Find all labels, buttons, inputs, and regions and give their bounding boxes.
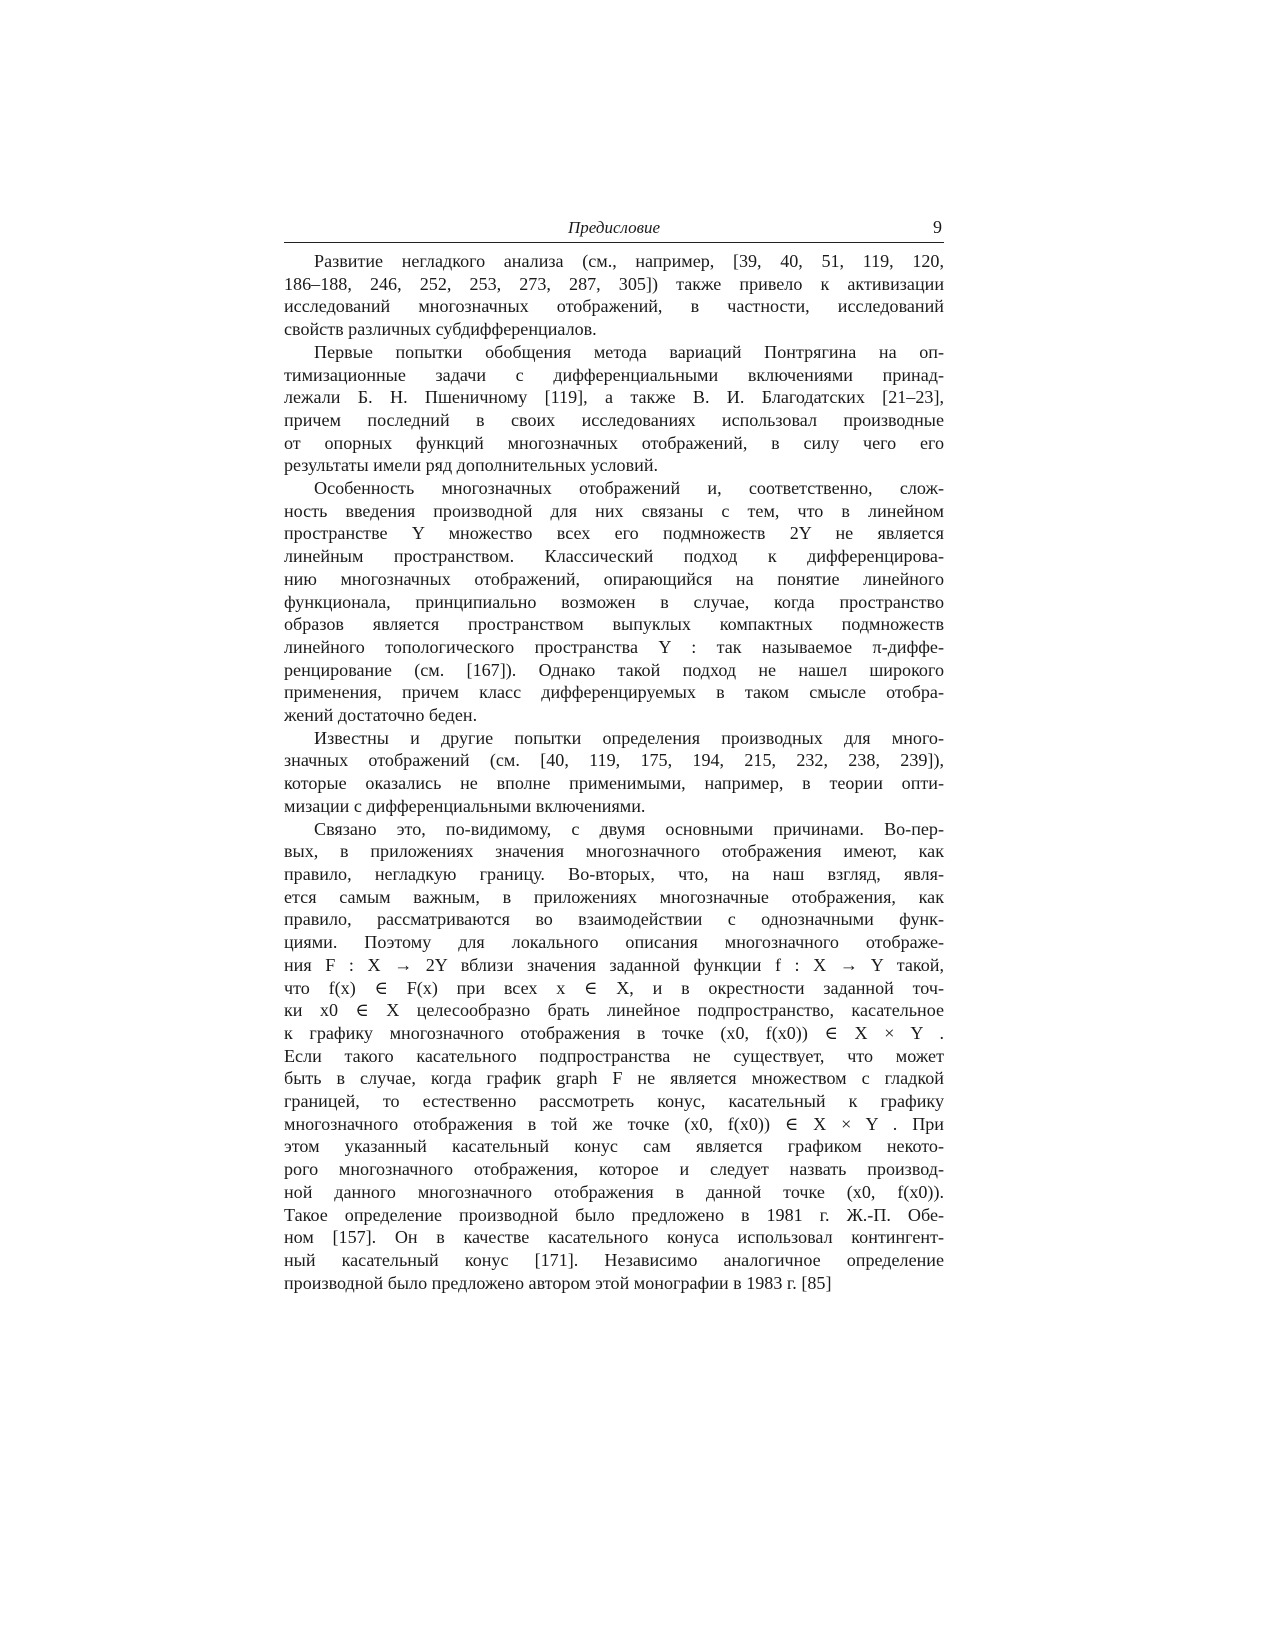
text-line: ренцирование (см. [167]). Однако такой подход не нашел широкого xyxy=(284,659,944,680)
running-title: Предисловие xyxy=(567,218,661,237)
text-line: к графику многозначного отображения в точке (x0, f(x0)) ∈ X × Y . xyxy=(284,1022,944,1043)
text-line: Если такого касательного подпространства не существует, что может xyxy=(284,1045,944,1066)
text-line: Первые попытки обобщения метода вариаций Понтрягина на оп- xyxy=(314,341,944,362)
running-head xyxy=(284,216,944,243)
text-line: Развитие негладкого анализа (см., например, [39, 40, 51, 119, 120, xyxy=(314,251,944,271)
text-line: границей, то естественно рассмотреть конус, касательный к графику xyxy=(284,1091,944,1112)
text-line: быть в случае, когда график graph F не является множеством с гладкой xyxy=(284,1068,944,1089)
text-line: исследований многозначных отображений, в частности, исследований xyxy=(284,296,944,317)
page-number: 9 xyxy=(933,217,942,237)
paragraph xyxy=(284,818,944,1295)
text-line: нию многозначных отображений, опирающийся на понятие линейного xyxy=(284,568,944,589)
text-line: правило, негладкую границу. Во-вторых, что, на наш взгляд, явля- xyxy=(284,863,944,884)
text-line: тимизационные задачи с дифференциальными включениями принад- xyxy=(284,364,944,385)
text-line: Связано это, по-видимому, с двумя основными причинами. Во-пер- xyxy=(314,818,944,839)
book-page xyxy=(284,216,944,1294)
text-line: ном [157]. Он в качестве касательного конуса использовал контингент- xyxy=(284,1227,944,1248)
text-line: правило, рассматриваются во взаимодействии с однозначными функ- xyxy=(284,909,944,930)
text-line: жений достаточно беден. xyxy=(284,705,478,726)
text-line: значных отображений (см. [40, 119, 175, 194, 215, 232, 238, 239]), xyxy=(284,750,944,771)
text-line: линейного топологического пространства Y : так называемое π-диффе- xyxy=(284,636,944,657)
text-line: что f(x) ∈ F(x) при всех x ∈ X, и в окрестности заданной точ- xyxy=(284,977,944,998)
text-line: ется самым важным, в приложениях многозначные отображения, как xyxy=(284,886,944,907)
text-line: функционала, принципиально возможен в случае, когда пространство xyxy=(284,591,944,612)
text-line: этом указанный касательный конус сам является графиком некото- xyxy=(284,1136,944,1157)
text-line: Особенность многозначных отображений и, соответственно, слож- xyxy=(314,478,944,499)
paragraph xyxy=(284,727,944,818)
text-line: Такое определение производной было предложено в 1981 г. Ж.-П. Обе- xyxy=(284,1204,944,1225)
text-line: свойств различных субдифференциалов. xyxy=(284,319,597,340)
text-line: линейным пространством. Классический подход к дифференцирова- xyxy=(284,546,944,567)
text-line: 186–188, 246, 252, 253, 273, 287, 305]) также привело к активизации xyxy=(284,273,944,294)
text-line: ния F : X → 2Y вблизи значения заданной функции f : X → Y такой, xyxy=(284,954,944,975)
text-line: мизации с дифференциальными включениями. xyxy=(284,795,646,816)
paragraph xyxy=(284,341,944,477)
text-line: результаты имели ряд дополнительных условий. xyxy=(284,455,659,476)
text-line: пространстве Y множество всех его подмножеств 2Y не является xyxy=(284,523,944,544)
text-line: применения, причем класс дифференцируемых в таком смысле отобра- xyxy=(284,682,944,703)
paragraph xyxy=(284,477,944,727)
text-line: причем последний в своих исследованиях использовал производные xyxy=(284,409,944,430)
text-line: рого многозначного отображения, которое и следует назвать производ- xyxy=(284,1159,944,1180)
text-line: которые оказались не вполне применимыми, например, в теории опти- xyxy=(284,773,944,794)
text-line: лежали Б. Н. Пшеничному [119], а также В. И. Благодатских [21–23], xyxy=(284,387,944,408)
body-text xyxy=(284,250,944,1294)
paragraph xyxy=(284,250,944,341)
text-line: ной данного многозначного отображения в данной точке (x0, f(x0)). xyxy=(284,1181,944,1202)
text-line: от опорных функций многозначных отображений, в силу чего его xyxy=(284,432,944,453)
text-line: ность введения производной для них связаны с тем, что в линейном xyxy=(284,500,944,521)
text-line: ный касательный конус [171]. Независимо аналогичное определение xyxy=(284,1249,944,1270)
text-line: многозначного отображения в той же точке (x0, f(x0)) ∈ X × Y . При xyxy=(284,1113,944,1134)
text-line: Известны и другие попытки определения производных для много- xyxy=(314,727,944,748)
text-line: производной было предложено автором этой монографии в 1983 г. [85] xyxy=(284,1272,832,1293)
text-line: образов является пространством выпуклых компактных подмножеств xyxy=(284,614,944,635)
text-line: ки x0 ∈ X целесообразно брать линейное подпространство, касательное xyxy=(284,1000,944,1021)
text-line: циями. Поэтому для локального описания многозначного отображе- xyxy=(284,932,944,953)
text-line: вых, в приложениях значения многозначного отображения имеют, как xyxy=(284,841,944,862)
